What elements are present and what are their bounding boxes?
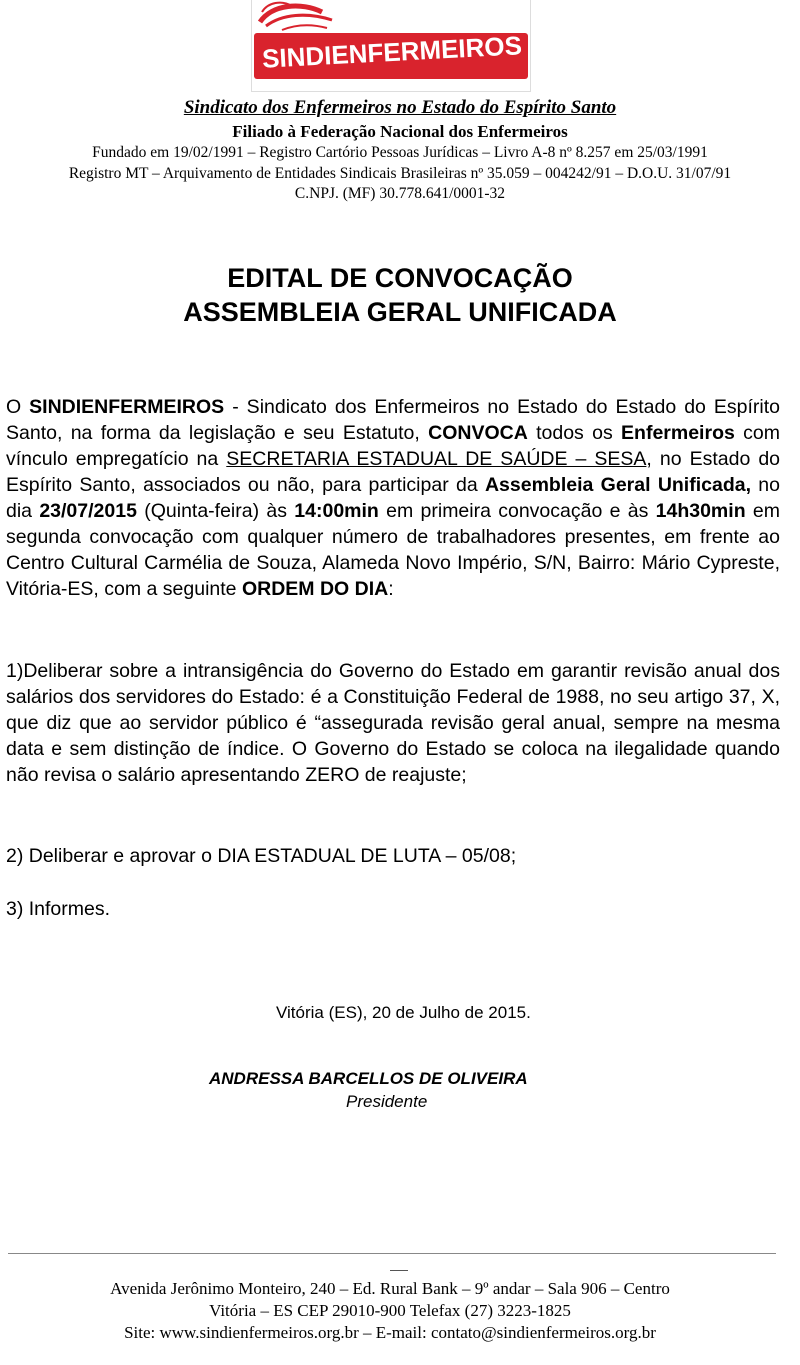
footer-city: Vitória – ES CEP 29010-900 Telefax (27) 3223-1825 — [209, 1301, 571, 1320]
logo-wordmark: SINDIENFERMEIROS — [261, 30, 523, 74]
footer-divider — [8, 1253, 776, 1254]
registry-line: Registro MT – Arquivamento de Entidades Sindicais Brasileiras nº 35.059 – 004242/91 – D.O.U. 31/07/91 — [68, 165, 732, 182]
footer-address: Avenida Jerônimo Monteiro, 240 – Ed. Rural Bank – 9º andar – Sala 906 – Centro — [110, 1279, 670, 1298]
date-line: Vitória (ES), 20 de Julho de 2015. — [276, 1003, 531, 1022]
footer-contact: Site: www.sindienfermeiros.org.br – E-mail: contato@sindienfermeiros.org.br — [124, 1323, 656, 1342]
affiliation: Filiado à Federação Nacional dos Enfermeiros — [232, 122, 568, 141]
union-logo — [251, 0, 531, 92]
convocation-paragraph: O SINDIENFERMEIROS - Sindicato dos Enfermeiros no Estado do Estado do Espírito Santo, na forma da legislação e seu Estatuto, CONVOCA todos os Enfermeiros com vínculo empregatício na SECRETARIA ESTADUAL DE SAÚDE – SESA, no Estado do Espírito Santo, associados ou não, para participar da Assembleia Geral Unificada, no dia 23/07/2015 (Quinta-feira) às 14:00min em primeira convocação e às 14h30min em segunda convocação com qualquer número de trabalhadores presentes, em frente ao Centro Cultural Carmélia de Souza, Alameda Novo Império, S/N, Bairro: Mário Cypreste, Vitória-ES, com a seguinte ORDEM DO DIA: — [6, 396, 781, 600]
agenda-item-2: 2) Deliberar e aprovar o DIA ESTADUAL DE LUTA – 05/08; — [6, 845, 517, 867]
document-title: EDITAL DE CONVOCAÇÃO — [227, 263, 573, 293]
agenda-item-1: 1)Deliberar sobre a intransigência do Governo do Estado em garantir revisão anual dos salários dos servidores do Estado: é a Constituição Federal de 1988, no seu artigo 37, X, que diz que ao servidor público é “assegurada revisão geral anual, sempre na mesma data e sem distinção de índice. O Governo do Estado se coloca na ilegalidade quando não revisa o salário apresentando ZERO de reajuste; — [6, 660, 780, 786]
footer-tick — [390, 1270, 408, 1271]
cnpj-line: C.NPJ. (MF) 30.778.641/0001-32 — [294, 185, 506, 202]
document-subtitle: ASSEMBLEIA GERAL UNIFICADA — [183, 297, 617, 327]
founded-line: Fundado em 19/02/1991 – Registro Cartório Pessoas Jurídicas – Livro A-8 nº 8.257 em 25/03/1991 — [92, 144, 708, 161]
org-name: Sindicato dos Enfermeiros no Estado do Espírito Santo — [183, 97, 617, 118]
signer-role: Presidente — [346, 1092, 428, 1111]
agenda-item-3: 3) Informes. — [6, 898, 111, 920]
signer-name: ANDRESSA BARCELLOS DE OLIVEIRA — [209, 1069, 528, 1088]
